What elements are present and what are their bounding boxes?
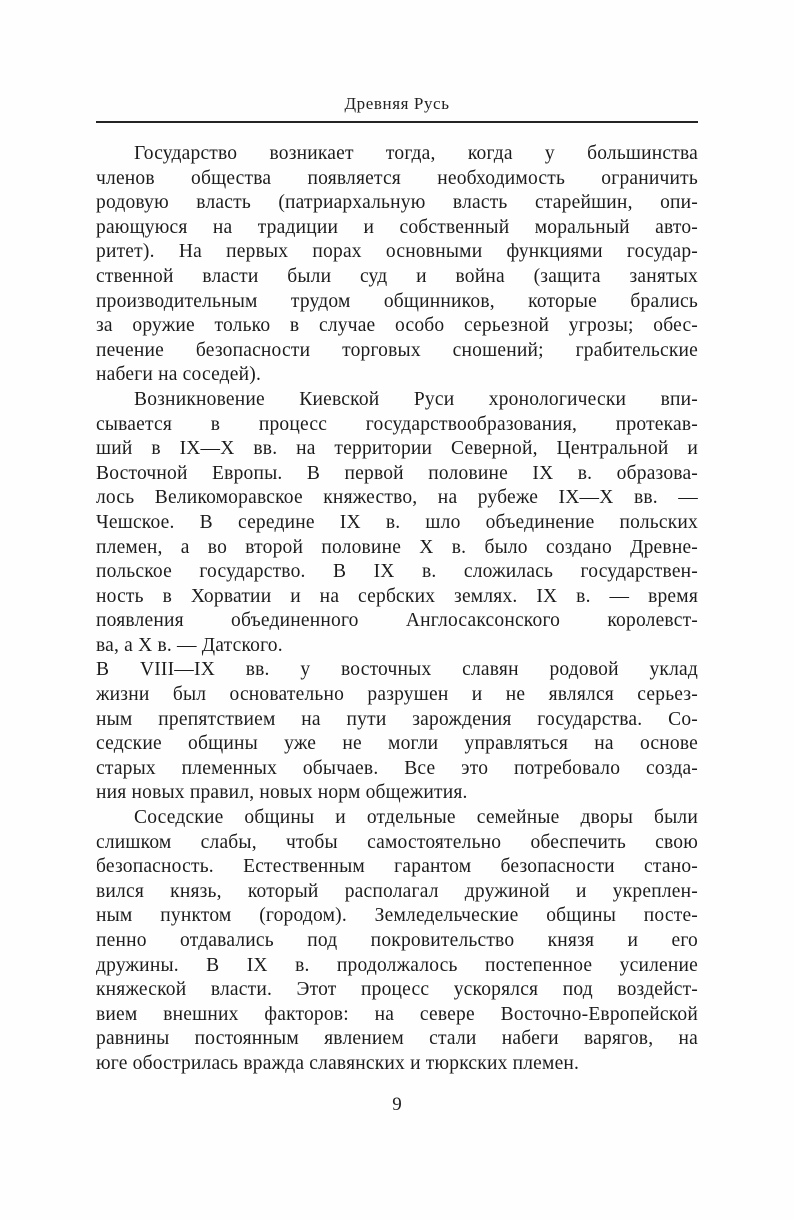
text-line: княжеской власти. Этот процесс ускорялся под воздейст- — [96, 979, 698, 1001]
text-line: ритет). На первых порах основными функциями государ- — [96, 241, 698, 263]
header-rule — [96, 121, 698, 123]
text-line: польское государство. В IX в. сложилась государствен- — [96, 561, 698, 583]
page-header — [96, 94, 698, 123]
text-line: пенно отдавались под покровительство князя и его — [96, 930, 698, 951]
text-line: племен, а во второй половине X в. было создано Древне- — [96, 536, 698, 558]
text-line: жизни был основательно разрушен и не являлся серьез- — [96, 684, 698, 706]
text-line: безопасность. Естественным гарантом безопасности стано- — [96, 856, 698, 878]
text-line: сывается в процесс государствообразования, протекав- — [96, 413, 698, 435]
paragraph-3 — [96, 658, 698, 806]
text-line: Государство возникает тогда, когда у большинства — [134, 143, 698, 164]
text-line: Чешское. В середине IX в. шло объединение польских — [96, 511, 698, 533]
text-line: лось Великоморавское княжество, на рубеже IX—X вв. — — [96, 487, 698, 509]
text-line: Возникновение Киевской Руси хронологически впи- — [134, 388, 698, 410]
text-line: вился князь, который располагал дружиной и укреплен- — [96, 880, 698, 902]
text-line: равнины постоянным явлением стали набеги варягов, на — [96, 1028, 698, 1050]
page-text-block — [96, 142, 698, 1077]
text-line: ным препятствием на пути зарождения государства. Со- — [96, 708, 698, 730]
text-line: родовую власть (патриархальную власть старейшин, опи- — [96, 192, 698, 214]
text-line: ность в Хорватии и на сербских землях. IX в. — время — [96, 585, 698, 607]
text-line: за оружие только в случае особо серьезной угрозы; обес- — [96, 315, 698, 337]
text-line: набеги на соседей). — [96, 364, 262, 386]
text-line: ния новых правил, новых норм общежития. — [96, 782, 468, 804]
text-line: вием внешних факторов: на севере Восточно-Европейской — [96, 1003, 698, 1025]
text-line: слишком слабы, чтобы самостоятельно обеспечить свою — [96, 831, 698, 853]
text-line: ший в IX—X вв. на территории Северной, Центральной и — [96, 438, 698, 460]
text-line: Восточной Европы. В первой половине IX в. образова- — [96, 462, 698, 484]
text-line: юге обострилась вражда славянских и тюркских племен. — [96, 1052, 580, 1074]
paragraph-4 — [96, 806, 698, 1077]
text-line: печение безопасности торговых сношений; грабительские — [96, 339, 698, 361]
text-line: членов общества появляется необходимость ограничить — [96, 167, 698, 189]
text-line: производительным трудом общинников, которые брались — [96, 290, 698, 312]
text-line: дружины. В IX в. продолжалось постепенное усиление — [96, 954, 698, 976]
text-line: ным пунктом (городом). Земледельческие общины посте- — [96, 905, 698, 927]
text-line: ва, а X в. — Датского. — [96, 634, 283, 656]
page-number: 9 — [392, 1094, 402, 1115]
text-line: ственной власти были суд и война (защита занятых — [96, 265, 698, 287]
text-line: рающуюся на традиции и собственный моральный авто- — [96, 216, 698, 238]
text-line: Соседские общины и отдельные семейные дворы были — [134, 807, 698, 829]
paragraph-2 — [96, 388, 698, 659]
paragraph-1 — [96, 142, 698, 388]
running-head-title: Древняя Русь — [344, 94, 450, 113]
text-line: В VIII—IX вв. у восточных славян родовой уклад — [96, 659, 698, 681]
text-line: старых племенных обычаев. Все это потребовало созда- — [96, 757, 698, 779]
text-line: появления объединенного Англосаксонского королевст- — [96, 610, 698, 632]
text-line: седские общины уже не могли управляться на основе — [96, 733, 698, 755]
